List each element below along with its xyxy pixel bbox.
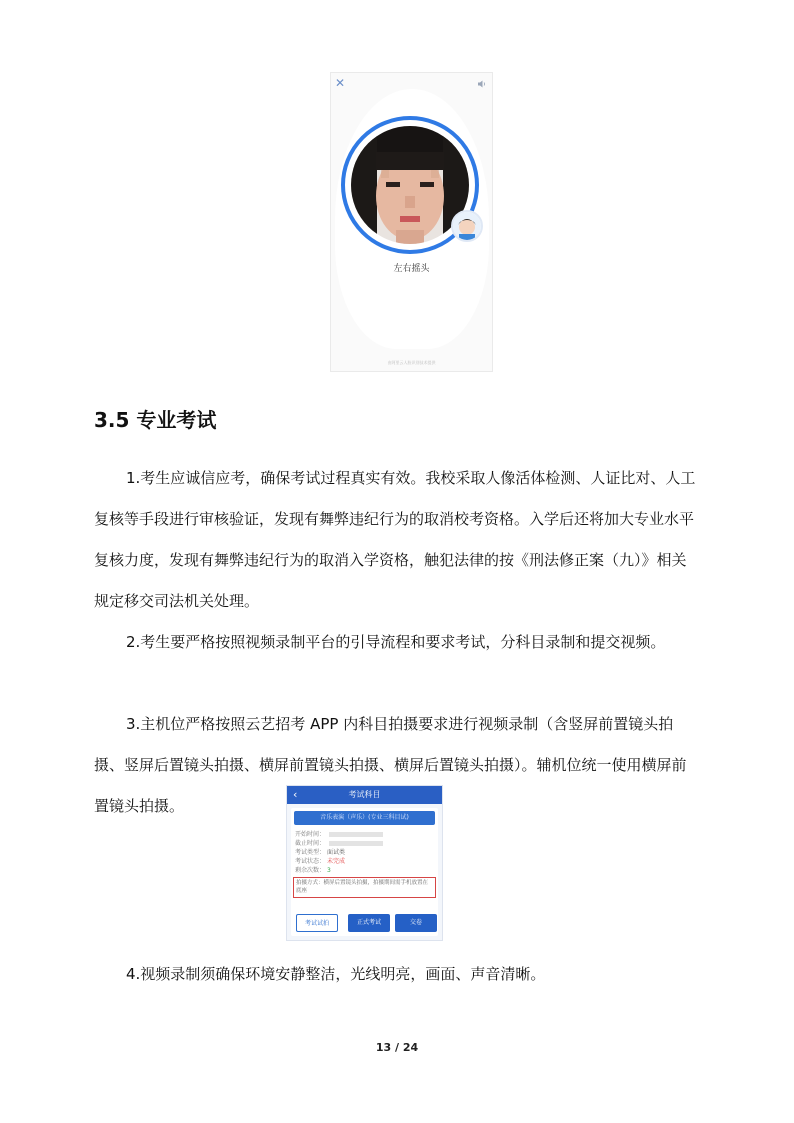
exam-info-row (295, 839, 434, 848)
exam-info-row (295, 830, 434, 839)
exam-info-row (295, 857, 434, 866)
avatar-icon (451, 210, 483, 242)
exam-button-bar (294, 914, 435, 932)
face-instruction: 左右摇头 (393, 264, 430, 274)
total-pages: 24 (402, 1041, 419, 1054)
section-title: 3.5 专业考试 (94, 408, 217, 432)
close-icon[interactable]: ✕ (335, 76, 346, 90)
page-separator: / (394, 1041, 400, 1054)
exam-status-value: 未完成 (327, 858, 346, 865)
speaker-icon[interactable] (477, 79, 487, 89)
paragraph-2: 2.考生要严格按照视频录制平台的引导流程和要求考试，分科目录制和提交视频。 (126, 633, 666, 651)
current-page: 13 (375, 1041, 392, 1054)
exam-card (291, 808, 438, 936)
exam-subject-title: 音乐表演（声乐）(专业三科目试) (294, 811, 435, 825)
exam-info-label: 考试类型： (295, 849, 326, 856)
exam-subject-screenshot (286, 785, 443, 941)
face-verification-screenshot (330, 72, 493, 372)
exam-info-row (295, 866, 434, 875)
exam-header (287, 786, 442, 804)
page-number (0, 1041, 794, 1054)
exam-info-label: 截止时间： (295, 840, 326, 847)
exam-info-label: 考试状态： (295, 858, 326, 865)
paragraph-3: 3.主机位严格按照云艺招考 APP 内科目拍摄要求进行视频录制（含竖屏前置镜头拍摄、竖屏后置镜头拍摄、横屏前置镜头拍摄、横屏后置镜头拍摄）。辅机位统一使用横屏前置镜头拍摄。 (94, 715, 687, 815)
redacted-value (329, 832, 383, 837)
exam-info-row (295, 848, 434, 857)
exam-info-label: 剩余次数： (295, 867, 326, 874)
chevron-left-icon[interactable]: ‹ (293, 788, 298, 801)
exam-info-value: 面试类 (327, 849, 346, 856)
exam-header-title: 考试科目 (348, 790, 381, 799)
remaining-count-value: 3 (327, 867, 331, 874)
paragraph-4: 4.视频录制须确保环境安静整洁，光线明亮，画面、声音清晰。 (126, 965, 546, 983)
practice-button[interactable]: 考试试拍 (296, 914, 338, 932)
exam-info-rows (295, 830, 434, 875)
formal-exam-button[interactable]: 正式考试 (348, 914, 390, 932)
paragraph-1: 1.考生应诚信应考，确保考试过程真实有效。我校采取人像活体检测、人证比对、人工复核等手段进行审核验证，发现有舞弊违纪行为的取消校考资格。入学后还将加大专业水平复核力度，发现有舞弊违纪行为的取消入学资格，触犯法律的按《刑法修正案（九）》相关规定移交司法机关处理。 (94, 469, 696, 610)
redacted-value (329, 841, 383, 846)
face-footer: 由阿里云人脸识别技术提供 (387, 360, 436, 365)
shooting-method-note: 拍摄方式：横屏后置镜头拍摄，拍摄期间需手机放置在底座 (293, 877, 436, 898)
submit-button[interactable]: 交卷 (395, 914, 437, 932)
exam-info-label: 开始时间： (295, 831, 326, 838)
